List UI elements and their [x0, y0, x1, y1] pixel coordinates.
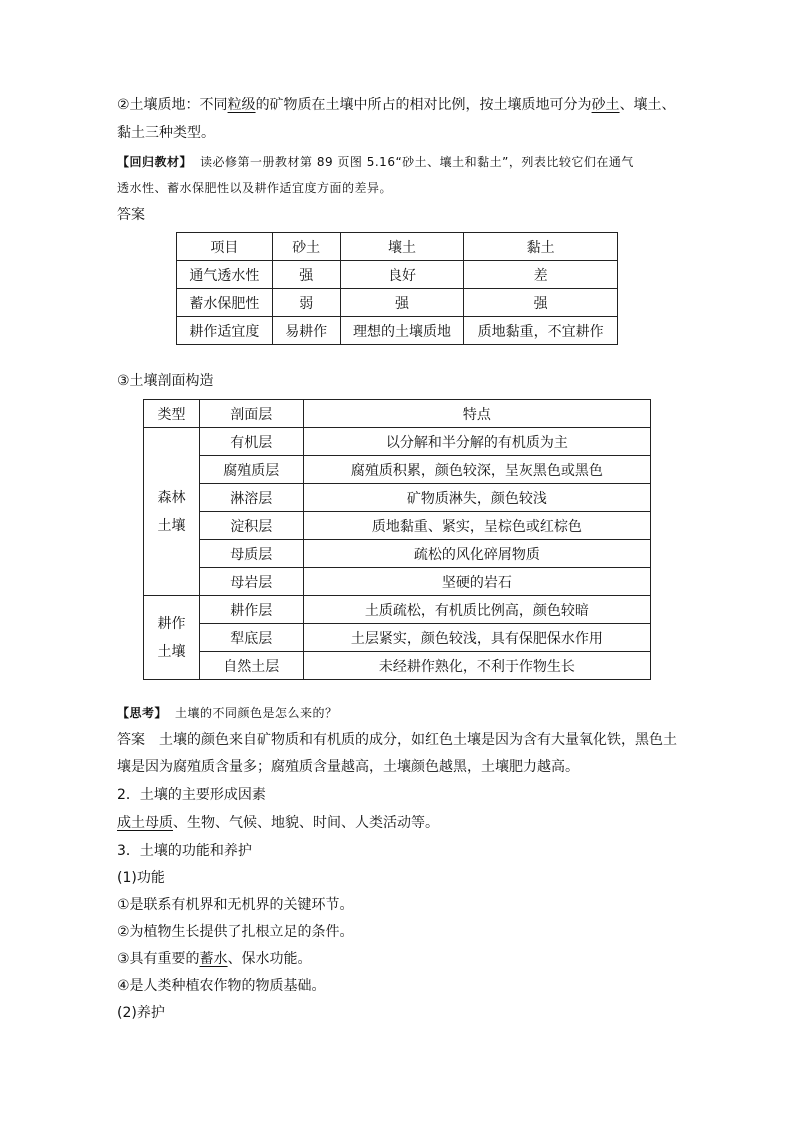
- think-question: 【思考】 土壤的不同颜色是怎么来的？: [117, 706, 338, 720]
- table-cell: 理想的土壤质地: [340, 317, 464, 345]
- think-answer-label: 答案: [117, 732, 145, 748]
- table-row: [144, 512, 651, 540]
- table-cell: 弱: [272, 289, 340, 317]
- table-row: [144, 596, 651, 624]
- table-cell: 强: [340, 289, 464, 317]
- soil-type-cell-cultivated: 耕作 土壤: [144, 596, 200, 680]
- table-row: [144, 568, 651, 596]
- think-answer-line-2: 壤是因为腐殖质含量多；腐殖质含量越高，土壤颜色越黑，土壤肥力越高。: [117, 759, 579, 775]
- table-header-cell: 特点: [303, 400, 650, 428]
- return-textbook-label: 【回归教材】: [117, 155, 193, 169]
- table-cell: 以分解和半分解的有机质为主: [303, 428, 650, 456]
- table-header-cell: 砂土: [272, 233, 340, 261]
- table-cell: 耕作适宜度: [177, 317, 273, 345]
- table-row: [144, 540, 651, 568]
- table-cell: 腐殖质层: [199, 456, 303, 484]
- table-row: [177, 317, 618, 345]
- function-item-3: ③具有重要的蓄水、保水功能。: [117, 951, 312, 967]
- maintenance-subheading: (2)养护: [117, 1005, 165, 1021]
- texture-line-1: ②土壤质地：不同粒级的矿物质在土壤中所占的相对比例，按土壤质地可分为砂土、壤土、: [117, 97, 676, 113]
- table-row: [177, 261, 618, 289]
- functions-heading: 3．土壤的功能和养护: [117, 843, 252, 859]
- table-cell: 母质层: [199, 540, 303, 568]
- factors-heading: 2．土壤的主要形成因素: [117, 787, 266, 803]
- table-cell: 易耕作: [272, 317, 340, 345]
- return-textbook-line-2: 透水性、蓄水保肥性以及耕作适宜度方面的差异。: [117, 181, 393, 195]
- table-cell: 差: [464, 261, 618, 289]
- soil-type-cell-forest: 森林 土壤: [144, 428, 200, 596]
- function-item-4: ④是人类种植农作物的物质基础。: [117, 978, 326, 994]
- table-row: [144, 428, 651, 456]
- underlined-term-water-storage: 蓄水: [199, 951, 228, 967]
- texture-line-2: 黏土三种类型。: [117, 125, 215, 141]
- table-cell: 自然土层: [199, 652, 303, 680]
- table-row: [177, 289, 618, 317]
- functions-subheading: (1)功能: [117, 870, 165, 886]
- table-cell: 强: [464, 289, 618, 317]
- table-header-cell: 壤土: [340, 233, 464, 261]
- think-label: 【思考】: [117, 706, 168, 720]
- table-row: [144, 624, 651, 652]
- table-row: [144, 484, 651, 512]
- function-item-2: ②为植物生长提供了扎根立足的条件。: [117, 924, 354, 940]
- table-cell: 未经耕作熟化，不利于作物生长: [303, 652, 650, 680]
- table-header-row: [177, 233, 618, 261]
- table-cell: 母岩层: [199, 568, 303, 596]
- table-row: [144, 456, 651, 484]
- table-cell: 疏松的风化碎屑物质: [303, 540, 650, 568]
- table-cell: 土层紧实，颜色较浅，具有保肥保水作用: [303, 624, 650, 652]
- return-textbook-line-1: 【回归教材】 读必修第一册教材第 89 页图 5.16“砂土、壤土和黏土”，列表比较它们在通气: [117, 155, 634, 169]
- table-cell: 淀积层: [199, 512, 303, 540]
- underlined-term-sandy-soil: 砂土: [591, 97, 620, 113]
- table-cell: 坚硬的岩石: [303, 568, 650, 596]
- table-header-row: [144, 400, 651, 428]
- function-item-1: ①是联系有机界和无机界的关键环节。: [117, 897, 354, 913]
- table-cell: 腐殖质积累，颜色较深，呈灰黑色或黑色: [303, 456, 650, 484]
- table-cell: 犁底层: [199, 624, 303, 652]
- table-row: [144, 652, 651, 680]
- table-cell: 通气透水性: [177, 261, 273, 289]
- underlined-term-parent-material: 成土母质: [117, 815, 173, 831]
- table-cell: 矿物质淋失，颜色较浅: [303, 484, 650, 512]
- underlined-term-grain-size: 粒级: [227, 97, 256, 113]
- profile-heading: ③土壤剖面构造: [117, 373, 214, 389]
- answer-label: 答案: [117, 207, 145, 223]
- table-header-cell: 类型: [144, 400, 200, 428]
- table-cell: 质地黏重、紧实，呈棕色或红棕色: [303, 512, 650, 540]
- table-cell: 蓄水保肥性: [177, 289, 273, 317]
- table-cell: 良好: [340, 261, 464, 289]
- table-cell: 耕作层: [199, 596, 303, 624]
- table-header-cell: 剖面层: [199, 400, 303, 428]
- table-cell: 强: [272, 261, 340, 289]
- think-answer-line-1: 答案 土壤的颜色来自矿物质和有机质的成分，如红色土壤是因为含有大量氧化铁，黑色土: [117, 732, 677, 748]
- table-cell: 淋溶层: [199, 484, 303, 512]
- soil-texture-table: [176, 232, 618, 345]
- factors-line: 成土母质、生物、气候、地貌、时间、人类活动等。: [117, 815, 439, 831]
- table-header-cell: 黏土: [464, 233, 618, 261]
- soil-profile-table: [143, 399, 651, 680]
- table-cell: 土质疏松，有机质比例高，颜色较暗: [303, 596, 650, 624]
- table-cell: 有机层: [199, 428, 303, 456]
- table-cell: 质地黏重，不宜耕作: [464, 317, 618, 345]
- table-header-cell: 项目: [177, 233, 273, 261]
